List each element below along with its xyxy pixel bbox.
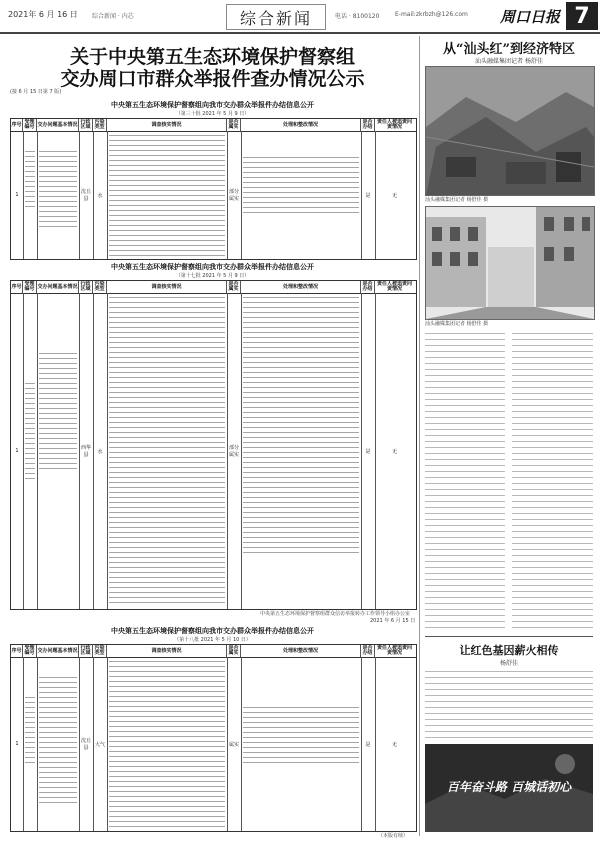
row-accountable: 无 bbox=[391, 741, 397, 748]
table-2-subtitle: （第十七批 2021 年 5 月 9 日） bbox=[175, 273, 250, 279]
row-pollution-type: 水 bbox=[97, 448, 103, 455]
table-2-title: 中央第五生态环境保护督察组向我市交办群众举报件办结信息公开 bbox=[111, 262, 314, 271]
col-header: 是否属实 bbox=[227, 281, 241, 293]
col-header: 序号 bbox=[11, 119, 23, 131]
edition-info: 综合新闻 · 内芯 bbox=[92, 13, 134, 20]
col-header: 污染类型 bbox=[93, 281, 107, 293]
headline-line-1: 关于中央第五生态环境保护督察组 bbox=[69, 46, 355, 68]
column-divider bbox=[419, 36, 420, 836]
col-header: 行政区域 bbox=[79, 645, 93, 657]
table-2-footnote: 中央第五生态环境保护督察组群众信访举报转办工作领导小组办公室 bbox=[260, 611, 411, 617]
poem-author: 杨舒佳 bbox=[499, 660, 518, 667]
row-closed: 是 bbox=[365, 448, 371, 455]
issue-date: 2021年 6 月 16 日 bbox=[8, 10, 78, 19]
row-verified: 部分属实 bbox=[228, 189, 239, 202]
col-header: 受理编号 bbox=[23, 119, 37, 131]
col-header: 受理编号 bbox=[23, 281, 37, 293]
editor-info: 电话 · 8100120 bbox=[335, 13, 380, 20]
table-header bbox=[11, 645, 416, 658]
col-header: 污染类型 bbox=[93, 645, 107, 657]
row-area: 西华县 bbox=[80, 445, 91, 458]
col-header: 责任人被追责问责情况 bbox=[376, 645, 412, 656]
article-body-col-2 bbox=[512, 330, 593, 630]
continued-note: （本版有续） bbox=[378, 833, 409, 839]
table-header bbox=[11, 119, 416, 132]
divider bbox=[425, 636, 593, 637]
col-header: 序号 bbox=[11, 645, 23, 657]
table-2-footnote-date: 2021 年 6 月 15 日 bbox=[370, 618, 416, 624]
photo-street bbox=[425, 206, 595, 320]
page-number: 7 bbox=[566, 2, 598, 30]
photo-1-caption: 汕头融媒集团记者 杨舒佳 摄 bbox=[425, 197, 489, 203]
col-header: 调查核实情况 bbox=[107, 119, 227, 131]
col-header: 处理和整改情况 bbox=[241, 645, 361, 657]
col-header: 调查核实情况 bbox=[107, 645, 227, 657]
table-1-title: 中央第五生态环境保护督察组向我市交办群众举报件办结信息公开 bbox=[111, 100, 314, 109]
source-line: (接 6 月 15 日第 7 版) bbox=[10, 89, 62, 95]
col-header: 是否属实 bbox=[227, 645, 241, 657]
col-header: 处理和整改情况 bbox=[241, 119, 361, 131]
poem-body bbox=[425, 668, 593, 738]
row-verified: 属实 bbox=[228, 741, 239, 748]
email-info: E-mail:zkrbzh@126.com bbox=[395, 11, 468, 18]
col-header: 序号 bbox=[11, 281, 23, 293]
col-header: 污染类型 bbox=[93, 119, 107, 131]
table-1-subtitle: （第三十批 2021 年 5 月 9 日） bbox=[175, 111, 250, 117]
col-header: 交办问题基本情况 bbox=[37, 281, 79, 293]
section-title: 综合新闻 bbox=[226, 4, 326, 30]
row-closed: 是 bbox=[365, 192, 371, 199]
col-header: 交办问题基本情况 bbox=[37, 119, 79, 131]
banner-slogan: 百年奋斗路 百城话初心 bbox=[446, 780, 572, 794]
row-accountable: 无 bbox=[391, 192, 397, 199]
row-area: 沈丘县 bbox=[80, 189, 91, 202]
col-header: 行政区域 bbox=[79, 119, 93, 131]
row-closed: 是 bbox=[365, 741, 371, 748]
row-number: 1 bbox=[15, 448, 19, 454]
col-header: 交办问题基本情况 bbox=[37, 645, 79, 657]
table-header bbox=[11, 281, 416, 294]
col-header: 行政区域 bbox=[79, 281, 93, 293]
right-article-author: 汕头融媒集团记者 杨舒佳 bbox=[475, 58, 543, 65]
col-header: 处理和整改情况 bbox=[241, 281, 361, 293]
article-body-col-1 bbox=[425, 330, 505, 630]
photo-2-caption: 汕头融媒集团记者 杨舒佳 摄 bbox=[425, 321, 489, 327]
row-number: 1 bbox=[15, 192, 19, 198]
row-area: 沈丘县 bbox=[80, 738, 91, 751]
table-3 bbox=[10, 644, 417, 832]
table-3-title: 中央第五生态环境保护督察组向我市交办群众举报件办结信息公开 bbox=[111, 626, 314, 635]
table-2 bbox=[10, 280, 417, 610]
table-1 bbox=[10, 118, 417, 260]
right-article-title: 从“汕头红”到经济特区 bbox=[443, 42, 575, 57]
col-header: 调查核实情况 bbox=[107, 281, 227, 293]
col-header: 责任人被追责问责情况 bbox=[376, 281, 412, 292]
row-verified: 部分属实 bbox=[228, 445, 239, 458]
row-number: 1 bbox=[15, 741, 19, 747]
col-header: 是否属实 bbox=[227, 119, 241, 131]
row-pollution-type: 水 bbox=[97, 192, 103, 199]
col-header: 是否办结 bbox=[361, 281, 375, 293]
banner-image bbox=[425, 744, 593, 832]
poem-title: 让红色基因薪火相传 bbox=[459, 644, 559, 657]
col-header: 受理编号 bbox=[23, 645, 37, 657]
col-header: 责任人被追责问责情况 bbox=[376, 119, 412, 130]
row-accountable: 无 bbox=[391, 448, 397, 455]
masthead: 周口日报 bbox=[500, 8, 561, 26]
row-pollution-type: 大气 bbox=[94, 741, 105, 748]
headline-line-2: 交办周口市群众举报件查办情况公示 bbox=[60, 68, 365, 90]
col-header: 是否办结 bbox=[361, 119, 375, 131]
table-3-subtitle: （第十八批 2021 年 5 月 10 日） bbox=[174, 637, 251, 643]
col-header: 是否办结 bbox=[361, 645, 375, 657]
photo-rooftops bbox=[425, 66, 595, 196]
